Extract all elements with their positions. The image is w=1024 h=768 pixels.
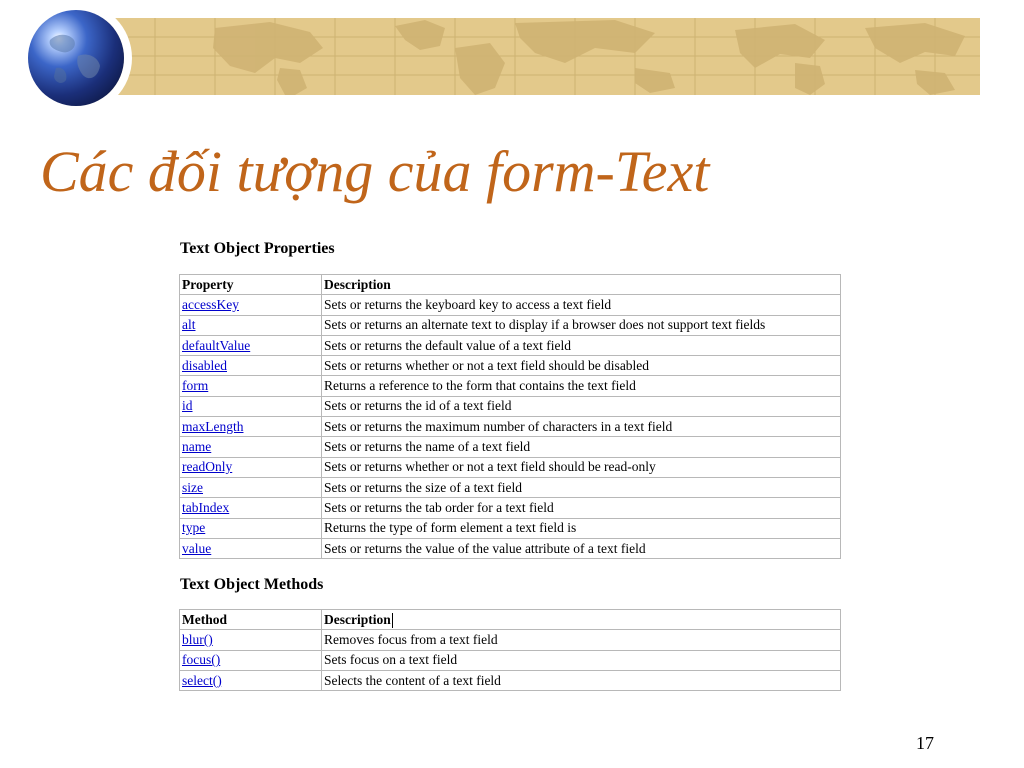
table-row <box>180 315 841 335</box>
property-link[interactable]: value <box>182 540 212 556</box>
property-description: Sets or returns the default value of a text field <box>322 335 841 355</box>
property-description: Sets or returns the name of a text field <box>322 437 841 457</box>
world-map-graphic <box>95 18 980 95</box>
methods-table <box>179 609 841 691</box>
property-description: Sets or returns whether or not a text field should be disabled <box>322 356 841 376</box>
method-link[interactable]: blur() <box>182 631 213 647</box>
table-row <box>180 396 841 416</box>
column-header <box>322 610 841 630</box>
table-row <box>180 498 841 518</box>
property-link[interactable]: form <box>182 378 209 394</box>
property-description: Sets or returns the tab order for a text field <box>322 498 841 518</box>
property-link[interactable]: type <box>182 520 206 536</box>
method-description: Selects the content of a text field <box>322 670 841 690</box>
column-header-label: Description <box>324 611 391 627</box>
table-header-row <box>180 610 841 630</box>
properties-heading: Text Object Properties <box>180 240 335 257</box>
column-header: Property <box>180 275 322 295</box>
property-description: Sets or returns the keyboard key to access a text field <box>322 295 841 315</box>
table-row <box>180 518 841 538</box>
property-link[interactable]: readOnly <box>182 459 233 475</box>
table-row <box>180 356 841 376</box>
table-row <box>180 457 841 477</box>
property-link[interactable]: name <box>182 439 212 455</box>
method-link[interactable]: select() <box>182 672 222 688</box>
column-header: Description <box>322 275 841 295</box>
property-description: Sets or returns the size of a text field <box>322 477 841 497</box>
property-description: Sets or returns whether or not a text field should be read-only <box>322 457 841 477</box>
property-description: Sets or returns the maximum number of characters in a text field <box>322 417 841 437</box>
text-cursor <box>392 613 393 628</box>
property-description: Returns a reference to the form that contains the text field <box>322 376 841 396</box>
method-link[interactable]: focus() <box>182 652 221 668</box>
property-description: Returns the type of form element a text field is <box>322 518 841 538</box>
properties-table <box>179 274 841 559</box>
property-link[interactable]: defaultValue <box>182 337 251 353</box>
property-description: Sets or returns an alternate text to display if a browser does not support text fields <box>322 315 841 335</box>
table-row <box>180 295 841 315</box>
world-map-banner <box>95 18 980 95</box>
property-description: Sets or returns the id of a text field <box>322 396 841 416</box>
property-link[interactable]: alt <box>182 317 196 333</box>
page-number: 17 <box>916 733 934 753</box>
property-description: Sets or returns the value of the value attribute of a text field <box>322 538 841 558</box>
method-description: Sets focus on a text field <box>322 650 841 670</box>
property-link[interactable]: id <box>182 398 193 414</box>
table-row <box>180 538 841 558</box>
column-header: Method <box>180 610 322 630</box>
table-row <box>180 477 841 497</box>
table-row <box>180 335 841 355</box>
property-link[interactable]: disabled <box>182 357 227 373</box>
globe-icon <box>28 10 124 106</box>
property-link[interactable]: accessKey <box>182 296 239 312</box>
methods-heading: Text Object Methods <box>180 576 324 593</box>
table-row <box>180 650 841 670</box>
property-link[interactable]: tabIndex <box>182 499 230 515</box>
table-row <box>180 417 841 437</box>
table-row <box>180 670 841 690</box>
property-link[interactable]: maxLength <box>182 418 244 434</box>
table-header-row <box>180 275 841 295</box>
table-row <box>180 630 841 650</box>
table-row <box>180 376 841 396</box>
property-link[interactable]: size <box>182 479 203 495</box>
method-description: Removes focus from a text field <box>322 630 841 650</box>
table-row <box>180 437 841 457</box>
slide-title: Các đối tượng của form-Text <box>40 139 710 204</box>
